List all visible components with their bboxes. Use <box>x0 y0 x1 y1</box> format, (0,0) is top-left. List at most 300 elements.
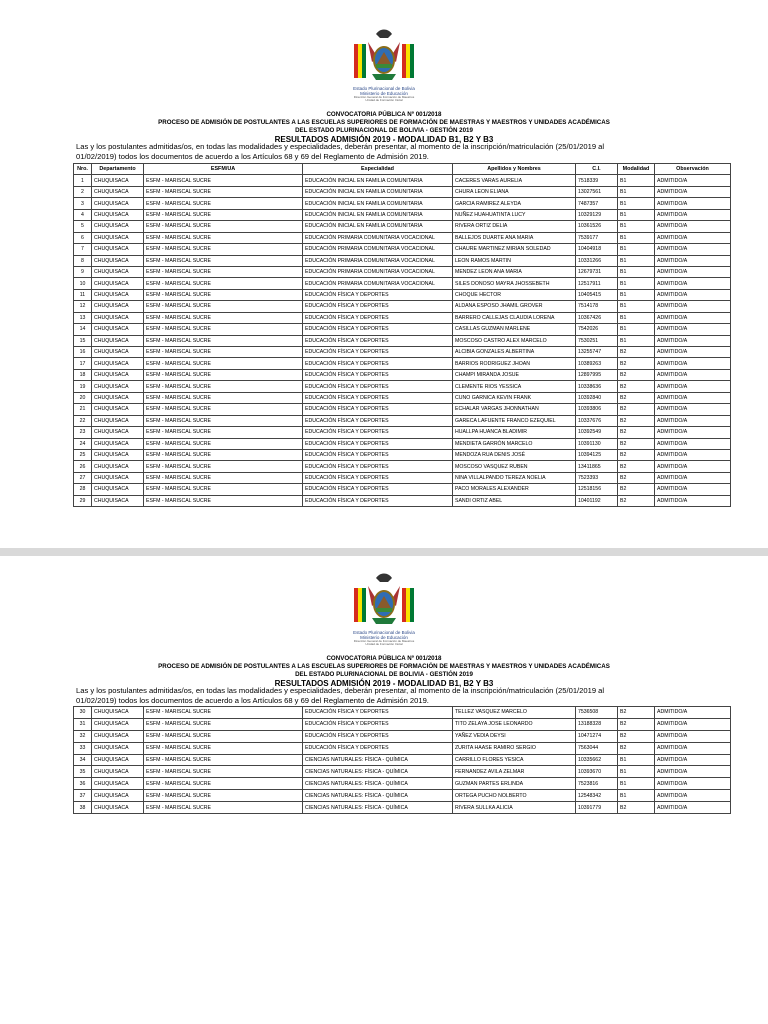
cell-departamento: CHUQUISACA <box>92 209 144 220</box>
cell-esfm: ESFM - MARISCAL SUCRE <box>144 209 303 220</box>
cell-nombre: PACO MORALES ALEXANDER <box>453 484 576 495</box>
cell-especialidad: EDUCACIÓN FÍSICA Y DEPORTES <box>303 495 453 506</box>
cell-ci: 13255747 <box>576 347 618 358</box>
cell-esfm: ESFM - MARISCAL SUCRE <box>144 495 303 506</box>
cell-nombre: MENDIETA GARRÓN MARCELO <box>453 438 576 449</box>
cell-modalidad: B1 <box>618 790 655 802</box>
column-header-nombre: Apellidos y Nombres <box>453 164 576 175</box>
cell-especialidad: EDUCACIÓN FÍSICA Y DEPORTES <box>303 381 453 392</box>
cell-modalidad: B2 <box>618 461 655 472</box>
cell-departamento: CHUQUISACA <box>92 175 144 186</box>
cell-departamento: CHUQUISACA <box>92 369 144 380</box>
cell-nro: 1 <box>74 175 92 186</box>
cell-nro: 24 <box>74 438 92 449</box>
cell-nro: 15 <box>74 335 92 346</box>
ministry-line-3: Dirección General de Formación de Maestros <box>353 95 415 99</box>
cell-nombre: TITO ZELAYA JOSE LEONARDO <box>453 718 576 730</box>
cell-nro: 12 <box>74 301 92 312</box>
cell-ci: 10393670 <box>576 766 618 778</box>
cell-modalidad: B2 <box>618 392 655 403</box>
cell-ci: 10404918 <box>576 244 618 255</box>
table-row <box>74 232 731 243</box>
table-row <box>74 312 731 323</box>
cell-departamento: CHUQUISACA <box>92 312 144 323</box>
intro-paragraph <box>76 142 712 162</box>
cell-modalidad: B1 <box>618 232 655 243</box>
column-header-ci: C.I. <box>576 164 618 175</box>
cell-modalidad: B1 <box>618 244 655 255</box>
cell-especialidad: EDUCACIÓN FÍSICA Y DEPORTES <box>303 427 453 438</box>
cell-especialidad: EDUCACIÓN FÍSICA Y DEPORTES <box>303 742 453 754</box>
cell-departamento: CHUQUISACA <box>92 415 144 426</box>
state-title: DEL ESTADO PLURINACIONAL DE BOLIVIA - GESTIÓN 2019 <box>295 670 473 678</box>
cell-nombre: ZURITA HAASE RAMIRO SERGIO <box>453 742 576 754</box>
cell-nombre: CHAURE MARTINEZ MIRIAN SOLEDAD <box>453 244 576 255</box>
cell-modalidad: B2 <box>618 404 655 415</box>
cell-esfm: ESFM - MARISCAL SUCRE <box>144 278 303 289</box>
cell-nombre: NUÑEZ HUAHUATINTA LUCY <box>453 209 576 220</box>
cell-modalidad: B2 <box>618 707 655 719</box>
cell-esfm: ESFM - MARISCAL SUCRE <box>144 415 303 426</box>
cell-departamento: CHUQUISACA <box>92 790 144 802</box>
cell-ci: 7523816 <box>576 778 618 790</box>
cell-observacion: ADMITIDO/A <box>655 369 731 380</box>
cell-esfm: ESFM - MARISCAL SUCRE <box>144 244 303 255</box>
cell-nro: 29 <box>74 495 92 506</box>
column-header-observacion: Observación <box>655 164 731 175</box>
cell-observacion: ADMITIDO/A <box>655 209 731 220</box>
cell-esfm: ESFM - MARISCAL SUCRE <box>144 358 303 369</box>
cell-departamento: CHUQUISACA <box>92 255 144 266</box>
cell-observacion: ADMITIDO/A <box>655 301 731 312</box>
cell-nombre: SILES DONOSO MAYRA JHOSSEBETH <box>453 278 576 289</box>
cell-esfm: ESFM - MARISCAL SUCRE <box>144 718 303 730</box>
cell-modalidad: B1 <box>618 289 655 300</box>
cell-observacion: ADMITIDO/A <box>655 778 731 790</box>
cell-observacion: ADMITIDO/A <box>655 438 731 449</box>
table-row <box>74 742 731 754</box>
cell-modalidad: B2 <box>618 415 655 426</box>
cell-departamento: CHUQUISACA <box>92 381 144 392</box>
cell-modalidad: B1 <box>618 278 655 289</box>
cell-departamento: CHUQUISACA <box>92 472 144 483</box>
table-row <box>74 186 731 197</box>
table-row <box>74 730 731 742</box>
results-title: RESULTADOS ADMISIÓN 2019 - MODALIDAD B1, B2 Y B3 <box>274 134 494 144</box>
cell-departamento: CHUQUISACA <box>92 301 144 312</box>
cell-nombre: CACERES VARAS AURELIA <box>453 175 576 186</box>
cell-modalidad: B2 <box>618 369 655 380</box>
table-row <box>74 358 731 369</box>
table-row <box>74 198 731 209</box>
cell-nro: 23 <box>74 427 92 438</box>
ministry-line-4: Unidad de Formación Inicial <box>365 98 403 103</box>
cell-ci: 7539177 <box>576 232 618 243</box>
cell-especialidad: EDUCACIÓN FÍSICA Y DEPORTES <box>303 730 453 742</box>
cell-nro: 33 <box>74 742 92 754</box>
cell-observacion: ADMITIDO/A <box>655 461 731 472</box>
cell-nro: 6 <box>74 232 92 243</box>
cell-departamento: CHUQUISACA <box>92 244 144 255</box>
table-row <box>74 754 731 766</box>
cell-nombre: GARCIA RAMIREZ ALEYDA <box>453 198 576 209</box>
cell-esfm: ESFM - MARISCAL SUCRE <box>144 175 303 186</box>
cell-departamento: CHUQUISACA <box>92 232 144 243</box>
cell-especialidad: EDUCACIÓN FÍSICA Y DEPORTES <box>303 358 453 369</box>
cell-nro: 38 <box>74 802 92 814</box>
cell-modalidad: B2 <box>618 449 655 460</box>
cell-especialidad: EDUCACIÓN INICIAL EN FAMILIA COMUNITARIA <box>303 198 453 209</box>
cell-esfm: ESFM - MARISCAL SUCRE <box>144 472 303 483</box>
cell-modalidad: B2 <box>618 484 655 495</box>
cell-especialidad: EDUCACIÓN PRIMARIA COMUNITARIA VOCACIONAL <box>303 278 453 289</box>
cell-nro: 32 <box>74 730 92 742</box>
convocatoria-title: CONVOCATORIA PÚBLICA Nº 001/2018 <box>326 654 442 662</box>
cell-observacion: ADMITIDO/A <box>655 415 731 426</box>
cell-esfm: ESFM - MARISCAL SUCRE <box>144 778 303 790</box>
cell-observacion: ADMITIDO/A <box>655 404 731 415</box>
cell-modalidad: B1 <box>618 255 655 266</box>
cell-esfm: ESFM - MARISCAL SUCRE <box>144 232 303 243</box>
table-row <box>74 392 731 403</box>
cell-nombre: BARRERO CALLEJAS CLAUDIA LORENA <box>453 312 576 323</box>
table-row <box>74 369 731 380</box>
cell-ci: 10331266 <box>576 255 618 266</box>
bolivia-coat-of-arms-icon <box>348 28 420 86</box>
cell-observacion: ADMITIDO/A <box>655 255 731 266</box>
cell-nro: 25 <box>74 449 92 460</box>
cell-esfm: ESFM - MARISCAL SUCRE <box>144 754 303 766</box>
cell-observacion: ADMITIDO/A <box>655 198 731 209</box>
cell-especialidad: EDUCACIÓN INICIAL EN FAMILIA COMUNITARIA <box>303 221 453 232</box>
cell-especialidad: CIENCIAS NATURALES: FÍSICA - QUÍMICA <box>303 778 453 790</box>
cell-nombre: ALDANA ESPOSO JHAMIL GROVER <box>453 301 576 312</box>
cell-esfm: ESFM - MARISCAL SUCRE <box>144 369 303 380</box>
cell-nro: 28 <box>74 484 92 495</box>
cell-ci: 10392549 <box>576 427 618 438</box>
cell-modalidad: B1 <box>618 754 655 766</box>
cell-ci: 10367426 <box>576 312 618 323</box>
cell-nombre: CHOQUE HECTOR <box>453 289 576 300</box>
ministry-line-2: Ministerio de Educación <box>360 635 408 640</box>
cell-departamento: CHUQUISACA <box>92 278 144 289</box>
cell-nro: 21 <box>74 404 92 415</box>
cell-departamento: CHUQUISACA <box>92 802 144 814</box>
table-row <box>74 175 731 186</box>
cell-nombre: CARRILLO FLORES YESICA <box>453 754 576 766</box>
cell-esfm: ESFM - MARISCAL SUCRE <box>144 484 303 495</box>
cell-especialidad: EDUCACIÓN FÍSICA Y DEPORTES <box>303 449 453 460</box>
cell-nombre: ALCIBIA GONZALES ALBERTINA <box>453 347 576 358</box>
cell-nombre: GUZMAN PARTES ERLINDA <box>453 778 576 790</box>
process-title: PROCESO DE ADMISIÓN DE POSTULANTES A LAS ESCUELAS SUPERIORES DE FORMACIÓN DE MAESTRAS Y MAESTROS Y UNIDADES ACADÉMICAS <box>158 118 610 126</box>
document-page-2 <box>0 556 768 1024</box>
cell-observacion: ADMITIDO/A <box>655 381 731 392</box>
cell-modalidad: B2 <box>618 802 655 814</box>
cell-observacion: ADMITIDO/A <box>655 335 731 346</box>
cell-especialidad: EDUCACIÓN FÍSICA Y DEPORTES <box>303 369 453 380</box>
cell-nombre: CUNO GARNICA KEVIN FRANK <box>453 392 576 403</box>
cell-ci: 10338636 <box>576 381 618 392</box>
cell-esfm: ESFM - MARISCAL SUCRE <box>144 347 303 358</box>
cell-observacion: ADMITIDO/A <box>655 324 731 335</box>
table-row <box>74 427 731 438</box>
cell-modalidad: B2 <box>618 381 655 392</box>
cell-esfm: ESFM - MARISCAL SUCRE <box>144 324 303 335</box>
state-title: DEL ESTADO PLURINACIONAL DE BOLIVIA - GESTIÓN 2019 <box>295 126 473 134</box>
cell-observacion: ADMITIDO/A <box>655 766 731 778</box>
cell-ci: 10405415 <box>576 289 618 300</box>
cell-observacion: ADMITIDO/A <box>655 790 731 802</box>
table-row <box>74 449 731 460</box>
cell-especialidad: EDUCACIÓN FÍSICA Y DEPORTES <box>303 484 453 495</box>
cell-esfm: ESFM - MARISCAL SUCRE <box>144 742 303 754</box>
cell-esfm: ESFM - MARISCAL SUCRE <box>144 312 303 323</box>
cell-nro: 37 <box>74 790 92 802</box>
cell-modalidad: B2 <box>618 730 655 742</box>
cell-observacion: ADMITIDO/A <box>655 802 731 814</box>
table-row <box>74 335 731 346</box>
cell-departamento: CHUQUISACA <box>92 198 144 209</box>
cell-observacion: ADMITIDO/A <box>655 484 731 495</box>
cell-esfm: ESFM - MARISCAL SUCRE <box>144 461 303 472</box>
cell-departamento: CHUQUISACA <box>92 358 144 369</box>
cell-modalidad: B1 <box>618 335 655 346</box>
cell-observacion: ADMITIDO/A <box>655 707 731 719</box>
cell-especialidad: EDUCACIÓN FÍSICA Y DEPORTES <box>303 347 453 358</box>
cell-modalidad: B1 <box>618 301 655 312</box>
cell-especialidad: EDUCACIÓN FÍSICA Y DEPORTES <box>303 415 453 426</box>
cell-ci: 7542026 <box>576 324 618 335</box>
cell-nro: 9 <box>74 266 92 277</box>
cell-especialidad: EDUCACIÓN INICIAL EN FAMILIA COMUNITARIA <box>303 175 453 186</box>
cell-modalidad: B1 <box>618 766 655 778</box>
cell-departamento: CHUQUISACA <box>92 754 144 766</box>
column-header-departamento: Departamento <box>92 164 144 175</box>
cell-departamento: CHUQUISACA <box>92 484 144 495</box>
cell-departamento: CHUQUISACA <box>92 449 144 460</box>
column-header-nro: Nro. <box>74 164 92 175</box>
cell-ci: 13188328 <box>576 718 618 730</box>
bolivia-coat-of-arms-icon <box>348 572 420 630</box>
cell-ci: 10361526 <box>576 221 618 232</box>
table-row <box>74 472 731 483</box>
cell-nro: 5 <box>74 221 92 232</box>
cell-nombre: NINA VILLALPANDO TEREZA NOELIA <box>453 472 576 483</box>
cell-ci: 7523393 <box>576 472 618 483</box>
cell-nombre: MENDEZ LEON ANA MARIA <box>453 266 576 277</box>
table-row <box>74 266 731 277</box>
cell-nro: 14 <box>74 324 92 335</box>
cell-departamento: CHUQUISACA <box>92 186 144 197</box>
cell-observacion: ADMITIDO/A <box>655 312 731 323</box>
cell-ci: 12679731 <box>576 266 618 277</box>
table-row <box>74 484 731 495</box>
cell-esfm: ESFM - MARISCAL SUCRE <box>144 707 303 719</box>
cell-modalidad: B1 <box>618 312 655 323</box>
cell-especialidad: EDUCACIÓN PRIMARIA COMUNITARIA VOCACIONAL <box>303 255 453 266</box>
cell-esfm: ESFM - MARISCAL SUCRE <box>144 335 303 346</box>
cell-ci: 10335662 <box>576 754 618 766</box>
cell-departamento: CHUQUISACA <box>92 495 144 506</box>
cell-modalidad: B2 <box>618 358 655 369</box>
cell-ci: 10394125 <box>576 449 618 460</box>
table-row <box>74 347 731 358</box>
results-title: RESULTADOS ADMISIÓN 2019 - MODALIDAD B1, B2 Y B3 <box>274 678 494 688</box>
cell-ci: 7563044 <box>576 742 618 754</box>
cell-especialidad: EDUCACIÓN FÍSICA Y DEPORTES <box>303 472 453 483</box>
cell-observacion: ADMITIDO/A <box>655 358 731 369</box>
cell-observacion: ADMITIDO/A <box>655 278 731 289</box>
intro-line-1: Las y los postulantes admitidas/os, en todas las modalidades y especialidades, deberán presentar, al momento de la inscripción/matriculación (25/01/2019 al <box>76 142 605 151</box>
cell-nro: 4 <box>74 209 92 220</box>
cell-ci: 10389263 <box>576 358 618 369</box>
cell-nombre: TELLEZ VASQUEZ MARCELO <box>453 707 576 719</box>
table-row <box>74 802 731 814</box>
cell-departamento: CHUQUISACA <box>92 730 144 742</box>
cell-nombre: ECHALAR VARGAS JHONNATHAN <box>453 404 576 415</box>
intro-line-1: Las y los postulantes admitidas/os, en todas las modalidades y especialidades, deberán presentar, al momento de la inscripción/matriculación (25/01/2019 al <box>76 686 605 695</box>
cell-especialidad: EDUCACIÓN FÍSICA Y DEPORTES <box>303 289 453 300</box>
cell-departamento: CHUQUISACA <box>92 427 144 438</box>
cell-ci: 10337676 <box>576 415 618 426</box>
cell-modalidad: B2 <box>618 427 655 438</box>
cell-observacion: ADMITIDO/A <box>655 449 731 460</box>
table-row <box>74 255 731 266</box>
cell-nro: 17 <box>74 358 92 369</box>
cell-esfm: ESFM - MARISCAL SUCRE <box>144 289 303 300</box>
convocatoria-title: CONVOCATORIA PÚBLICA Nº 001/2018 <box>326 110 442 118</box>
table-row <box>74 461 731 472</box>
cell-esfm: ESFM - MARISCAL SUCRE <box>144 404 303 415</box>
cell-nro: 26 <box>74 461 92 472</box>
results-table <box>73 163 731 507</box>
cell-nombre: CASILLAS GUZMAN MARLENE <box>453 324 576 335</box>
cell-esfm: ESFM - MARISCAL SUCRE <box>144 449 303 460</box>
process-title: PROCESO DE ADMISIÓN DE POSTULANTES A LAS ESCUELAS SUPERIORES DE FORMACIÓN DE MAESTRAS Y MAESTROS Y UNIDADES ACADÉMICAS <box>158 662 610 670</box>
cell-nro: 22 <box>74 415 92 426</box>
table-row <box>74 790 731 802</box>
cell-esfm: ESFM - MARISCAL SUCRE <box>144 438 303 449</box>
intro-line-2: 01/02/2019) todos los documentos de acuerdo a los Artículos 68 y 69 del Reglamento de Admisión 2019. <box>76 152 429 161</box>
cell-observacion: ADMITIDO/A <box>655 742 731 754</box>
cell-nro: 35 <box>74 766 92 778</box>
cell-especialidad: EDUCACIÓN PRIMARIA COMUNITARIA VOCACIONAL <box>303 266 453 277</box>
cell-especialidad: CIENCIAS NATURALES: FÍSICA - QUÍMICA <box>303 790 453 802</box>
cell-ci: 7536508 <box>576 707 618 719</box>
cell-modalidad: B1 <box>618 175 655 186</box>
cell-esfm: ESFM - MARISCAL SUCRE <box>144 301 303 312</box>
cell-nombre: BALLEJOS DUARTE ANA MARIA <box>453 232 576 243</box>
cell-ci: 7518339 <box>576 175 618 186</box>
cell-nro: 30 <box>74 707 92 719</box>
cell-nro: 19 <box>74 381 92 392</box>
cell-especialidad: CIENCIAS NATURALES: FÍSICA - QUÍMICA <box>303 754 453 766</box>
cell-observacion: ADMITIDO/A <box>655 175 731 186</box>
cell-esfm: ESFM - MARISCAL SUCRE <box>144 186 303 197</box>
cell-ci: 12897995 <box>576 369 618 380</box>
cell-especialidad: EDUCACIÓN FÍSICA Y DEPORTES <box>303 324 453 335</box>
cell-departamento: CHUQUISACA <box>92 324 144 335</box>
table-row <box>74 209 731 220</box>
table-row <box>74 301 731 312</box>
table-header-row <box>74 164 731 175</box>
cell-ci: 10392840 <box>576 392 618 403</box>
cell-nombre: HUALLPA HUANCA BLADIMIR <box>453 427 576 438</box>
cell-especialidad: EDUCACIÓN INICIAL EN FAMILIA COMUNITARIA <box>303 209 453 220</box>
cell-departamento: CHUQUISACA <box>92 438 144 449</box>
cell-observacion: ADMITIDO/A <box>655 427 731 438</box>
cell-ci: 13027561 <box>576 186 618 197</box>
cell-observacion: ADMITIDO/A <box>655 754 731 766</box>
cell-nro: 36 <box>74 778 92 790</box>
cell-nombre: CHURA LEON ELIANA <box>453 186 576 197</box>
cell-nombre: GARECA LAFUENTE FRANCO EZEQUIEL <box>453 415 576 426</box>
cell-especialidad: EDUCACIÓN INICIAL EN FAMILIA COMUNITARIA <box>303 186 453 197</box>
cell-ci: 12548342 <box>576 790 618 802</box>
intro-line-2: 01/02/2019) todos los documentos de acuerdo a los Artículos 68 y 69 del Reglamento de Admisión 2019. <box>76 696 429 705</box>
cell-ci: 10393806 <box>576 404 618 415</box>
cell-modalidad: B2 <box>618 742 655 754</box>
cell-observacion: ADMITIDO/A <box>655 244 731 255</box>
cell-nombre: MENDOZA RUA DENIS JOSÉ <box>453 449 576 460</box>
table-row <box>74 415 731 426</box>
table-row <box>74 778 731 790</box>
cell-observacion: ADMITIDO/A <box>655 266 731 277</box>
cell-especialidad: EDUCACIÓN FÍSICA Y DEPORTES <box>303 301 453 312</box>
cell-modalidad: B2 <box>618 495 655 506</box>
cell-nombre: FERNANDEZ AVILA ZELMAR <box>453 766 576 778</box>
cell-nombre: RIVERA ORTIZ DELIA <box>453 221 576 232</box>
cell-observacion: ADMITIDO/A <box>655 221 731 232</box>
cell-nombre: ORTEGA PUCHO NOLBERTO <box>453 790 576 802</box>
cell-especialidad: CIENCIAS NATURALES: FÍSICA - QUÍMICA <box>303 802 453 814</box>
ministry-logo <box>0 630 768 647</box>
cell-observacion: ADMITIDO/A <box>655 472 731 483</box>
cell-especialidad: EDUCACIÓN FÍSICA Y DEPORTES <box>303 718 453 730</box>
table-row <box>74 718 731 730</box>
cell-especialidad: CIENCIAS NATURALES: FÍSICA - QUÍMICA <box>303 766 453 778</box>
cell-ci: 7530251 <box>576 335 618 346</box>
cell-nombre: MOSCOSO CASTRO ALEX MARCELO <box>453 335 576 346</box>
table-row <box>74 244 731 255</box>
table-row <box>74 495 731 506</box>
results-table-continued <box>73 706 731 814</box>
page-header <box>0 572 768 689</box>
cell-nro: 16 <box>74 347 92 358</box>
table-row <box>74 438 731 449</box>
cell-modalidad: B1 <box>618 186 655 197</box>
ministry-line-3: Dirección General de Formación de Maestros <box>353 639 415 643</box>
cell-ci: 10391779 <box>576 802 618 814</box>
cell-modalidad: B1 <box>618 209 655 220</box>
table-row <box>74 289 731 300</box>
cell-especialidad: EDUCACIÓN FÍSICA Y DEPORTES <box>303 461 453 472</box>
cell-nombre: CLEMENTE RIOS YESSICA <box>453 381 576 392</box>
cell-nombre: CHAMPI MIRANDA JOSUE <box>453 369 576 380</box>
cell-especialidad: EDUCACIÓN PRIMARIA COMUNITARIA VOCACIONAL <box>303 232 453 243</box>
ministry-line-4: Unidad de Formación Inicial <box>365 642 403 647</box>
cell-nro: 27 <box>74 472 92 483</box>
ministry-line-2: Ministerio de Educación <box>360 91 408 96</box>
table-row <box>74 221 731 232</box>
column-header-especialidad: Especialidad <box>303 164 453 175</box>
cell-ci: 13411865 <box>576 461 618 472</box>
cell-modalidad: B2 <box>618 347 655 358</box>
table-row <box>74 381 731 392</box>
cell-esfm: ESFM - MARISCAL SUCRE <box>144 730 303 742</box>
cell-departamento: CHUQUISACA <box>92 742 144 754</box>
